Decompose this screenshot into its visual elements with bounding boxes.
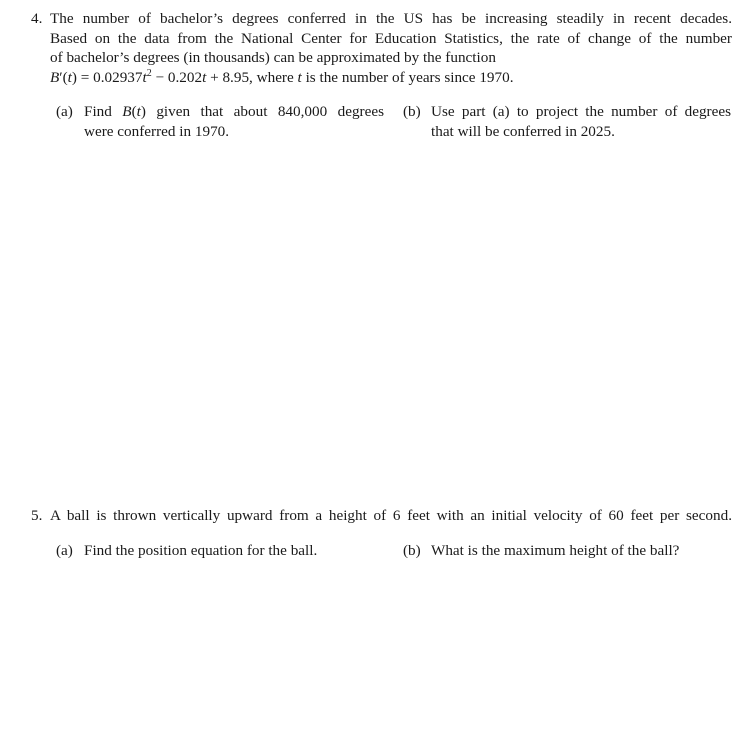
problem-5-number: 5. bbox=[31, 507, 43, 524]
problem-4-number: 4. bbox=[31, 10, 43, 27]
problem-4-part-a bbox=[56, 102, 384, 141]
part-a-label: (a) bbox=[56, 103, 73, 120]
problem-4-statement bbox=[50, 9, 732, 87]
part-b-line-2: that will be conferred in 2025. bbox=[431, 122, 615, 140]
problem-4 bbox=[31, 9, 732, 87]
part-a-line-1: Find B(t) given that about 840,000 degrees bbox=[84, 103, 384, 120]
problem-4-line-1: The number of bachelor’s degrees conferred in the US has be increasing steadily in recent decades. bbox=[50, 10, 732, 27]
problem-5-line-1: A ball is thrown vertically upward from a height of 6 feet with an initial velocity of 60 feet per second. bbox=[50, 507, 732, 524]
problem-5-part-b bbox=[403, 541, 731, 561]
part-b-label: (b) bbox=[403, 103, 421, 120]
problem-4-part-b bbox=[403, 102, 731, 141]
problem-5-part-a bbox=[56, 541, 384, 561]
part-b-label: (b) bbox=[403, 542, 421, 559]
part-b-text: What is the maximum height of the ball? bbox=[431, 542, 680, 559]
part-a-text: Find the position equation for the ball. bbox=[84, 542, 318, 559]
problem-4-formula: $B'(t) = 0.02937t^2 - 0.202t + 8.95$, where t is the number of years since 1970. bbox=[50, 67, 514, 86]
problem-4-line-3: of bachelor’s degrees (in thousands) can be approximated by the function bbox=[50, 49, 496, 66]
problem-5 bbox=[31, 506, 732, 526]
problem-5-statement bbox=[50, 506, 732, 526]
problem-4-line-2: Based on the data from the National Center for Education Statistics, the rate of change of the number bbox=[50, 29, 732, 47]
part-b-line-1: Use part (a) to project the number of degrees bbox=[431, 103, 731, 120]
part-a-line-2: were conferred in 1970. bbox=[84, 122, 230, 140]
part-a-label: (a) bbox=[56, 542, 73, 559]
